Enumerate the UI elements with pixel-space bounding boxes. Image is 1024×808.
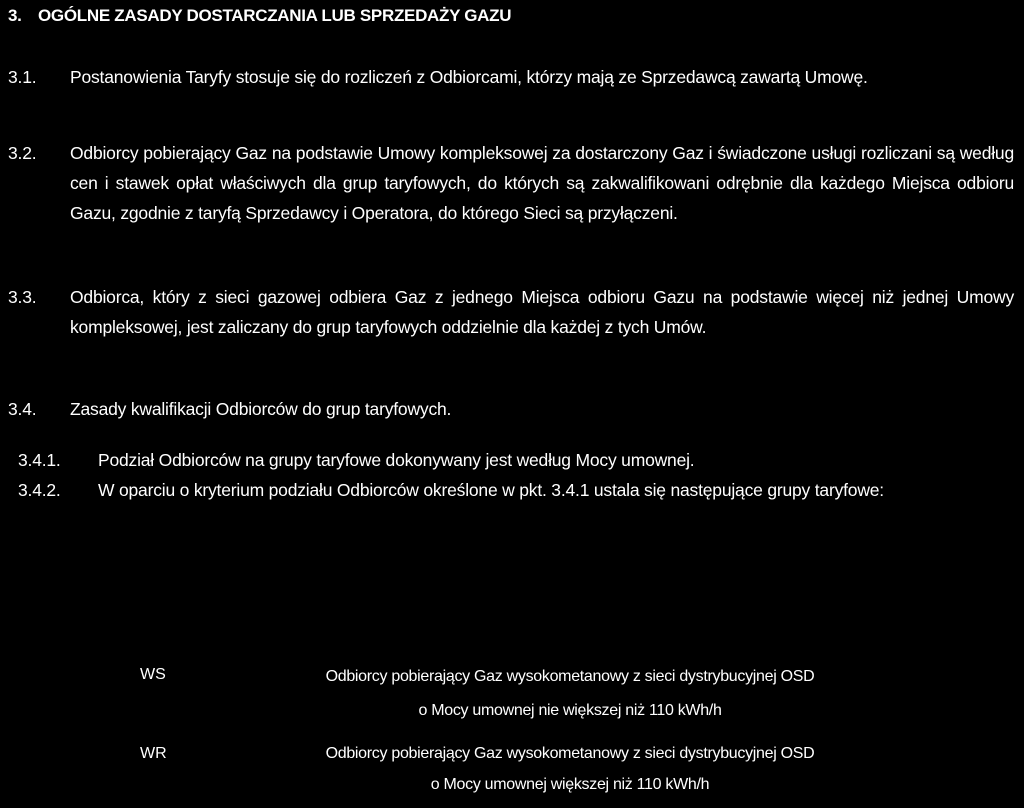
paragraph-number: 3.2. [8,143,37,163]
paragraph-3-4 [8,394,1014,424]
paragraph-number: 3.3. [8,287,37,307]
section-heading [8,6,511,26]
paragraph-text: Podział Odbiorców na grupy taryfowe dokonywany jest według Mocy umownej. [98,450,695,470]
tariff-code: WS [140,666,166,683]
paragraph-text: W oparciu o kryterium podziału Odbiorców określone w pkt. 3.4.1 ustala się następujące grupy taryfowe: [98,480,884,500]
paragraph-number: 3.4.2. [18,480,61,500]
section-number: 3. [8,6,22,25]
paragraph-3-3 [8,282,1014,342]
tariff-description-line: Odbiorcy pobierający Gaz wysokometanowy z sieci dystrybucyjnej OSD [325,668,815,685]
tariff-description-line: o Mocy umownej większej niż 110 kWh/h [430,776,710,793]
paragraph-3-1 [8,62,1014,92]
paragraph-3-4-1 [18,445,1014,475]
tariff-description-line: o Mocy umownej nie większej niż 110 kWh/h [418,702,722,719]
paragraph-3-2 [8,138,1014,228]
paragraph-number: 3.1. [8,67,37,87]
paragraph-number: 3.4. [8,399,37,419]
tariff-description-line: Odbiorcy pobierający Gaz wysokometanowy z sieci dystrybucyjnej OSD [325,745,815,762]
section-title: OGÓLNE ZASADY DOSTARCZANIA LUB SPRZEDAŻY GAZU [38,6,512,25]
paragraph-3-4-2 [18,475,1014,505]
tariff-code: WR [140,745,167,762]
paragraph-text: Odbiorcy pobierający Gaz na podstawie Umowy kompleksowej za dostarczony Gaz i świadczone usługi rozliczani są według cen i stawek opłat właściwych dla grup taryfowych, do których są zakwalifikowani odrębnie dla każdego Miejsca odbioru Gazu, zgodnie z taryfą Sprzedawcy i Operatora, do którego Sieci są przyłączeni. [70,143,1014,223]
paragraph-text: Odbiorca, który z sieci gazowej odbiera Gaz z jednego Miejsca odbioru Gazu na podstawie więcej niż jednej Umowy kompleksowej, jest zaliczany do grup taryfowych oddzielnie dla każdej z tych Umów. [70,287,1014,337]
paragraph-number: 3.4.1. [18,450,61,470]
paragraph-text: Postanowienia Taryfy stosuje się do rozliczeń z Odbiorcami, którzy mają ze Sprzedawcą zawartą Umowę. [70,67,868,87]
paragraph-text: Zasady kwalifikacji Odbiorców do grup taryfowych. [70,399,452,419]
